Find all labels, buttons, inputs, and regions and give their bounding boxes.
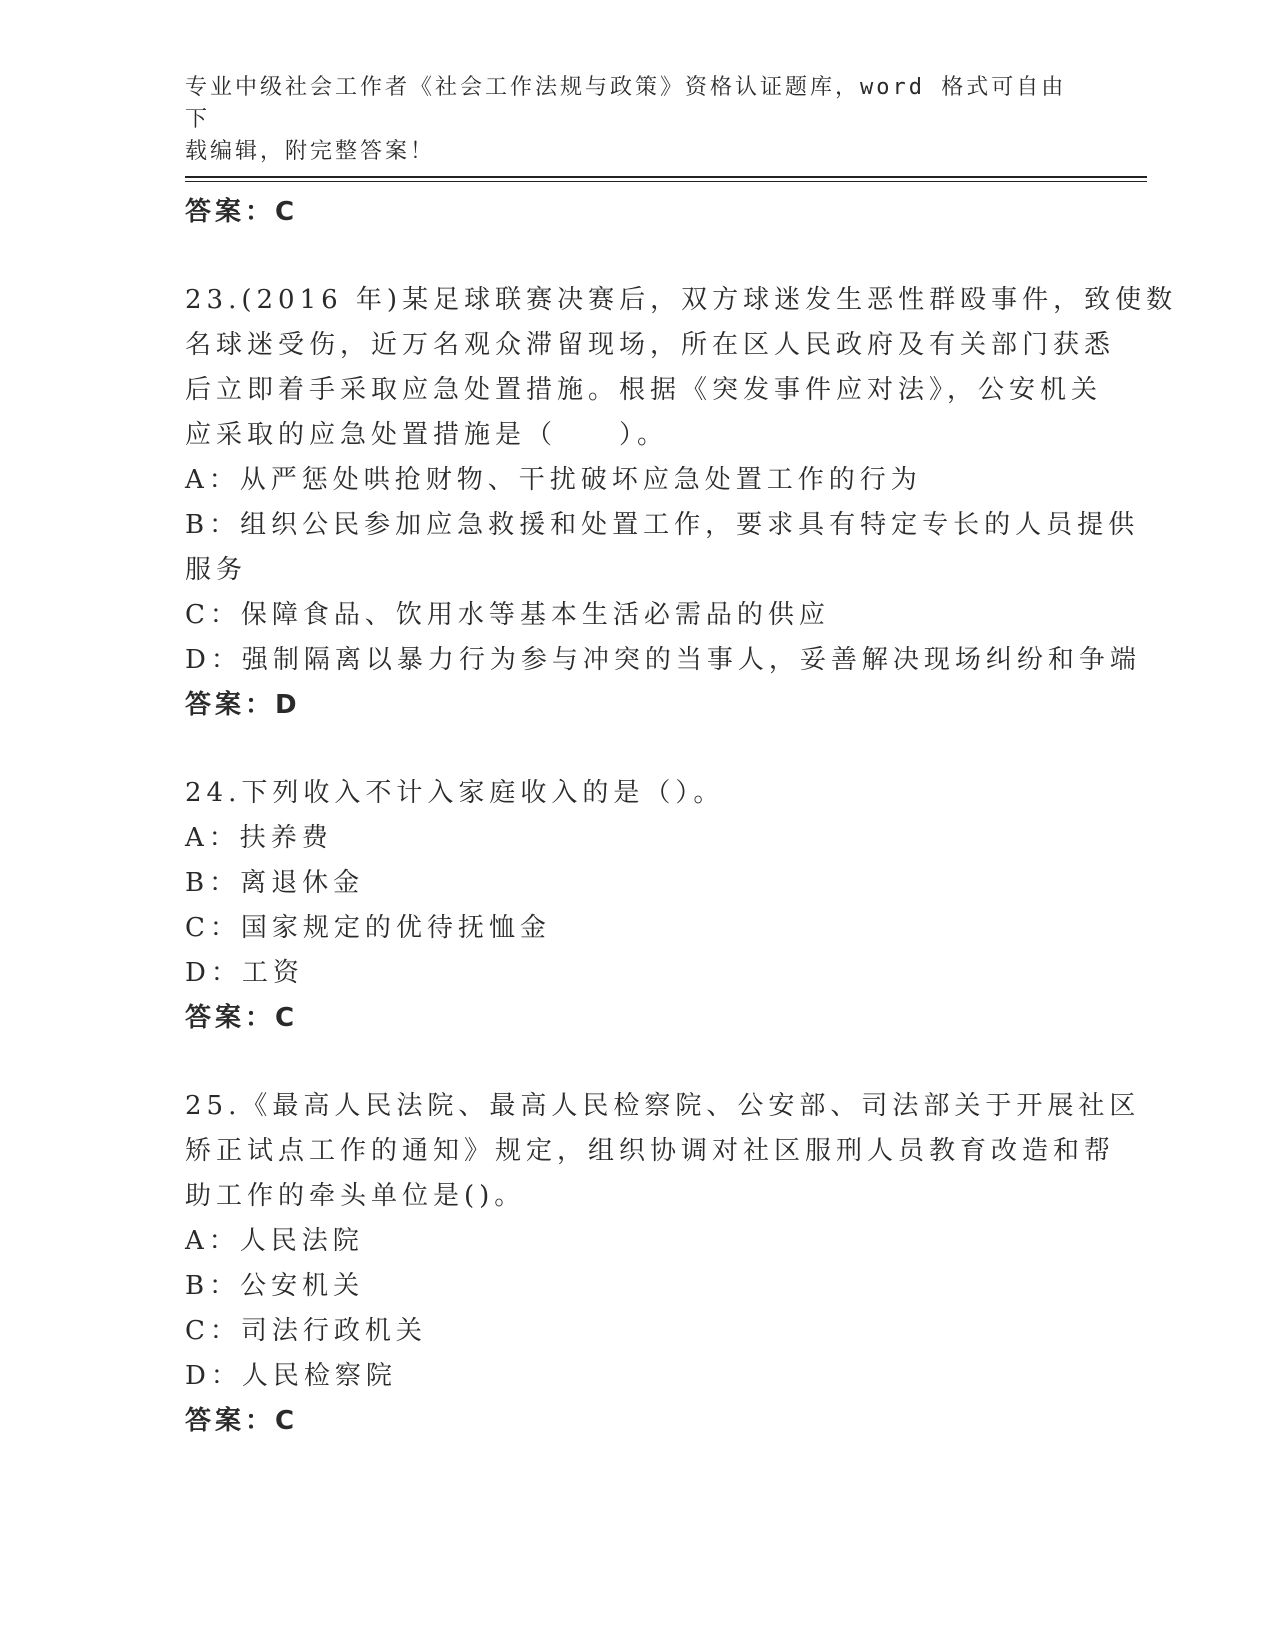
document-body xyxy=(185,190,1178,1444)
spacer xyxy=(185,1041,1085,1084)
header-line-1: 专业中级社会工作者《社会工作法规与政策》资格认证题库，word 格式可自由下 xyxy=(185,75,1067,132)
question-24 xyxy=(185,771,1085,1041)
question-stem-line: 名球迷受伤，近万名观众滞留现场，所在区人民政府及有关部门获悉 xyxy=(185,330,1116,360)
spacer xyxy=(185,728,1085,771)
question-stem-line: 24.下列收入不计入家庭收入的是（）。 xyxy=(185,778,725,808)
question-stem-line: 25.《最高人民法院、最高人民检察院、公安部、司法部关于开展社区 xyxy=(185,1091,1141,1121)
question-stem-line: 23.(2016 年)某足球联赛决赛后，双方球迷发生恶性群殴事件，致使数 xyxy=(185,285,1178,315)
option-b-continued: 服务 xyxy=(185,555,248,585)
option-d: D：工资 xyxy=(185,958,304,988)
option-d: D：强制隔离以暴力行为参与冲突的当事人，妥善解决现场纠纷和争端 xyxy=(185,645,1141,675)
question-stem-line: 矫正试点工作的通知》规定，组织协调对社区服刑人员教育改造和帮 xyxy=(185,1136,1116,1166)
answer: 答案：D xyxy=(185,690,301,720)
question-stem-line: 后立即着手采取应急处置措施。根据《突发事件应对法》，公安机关 xyxy=(185,375,1103,405)
spacer xyxy=(185,235,1085,278)
document-header xyxy=(185,72,1085,168)
option-a: A：从严惩处哄抢财物、干扰破坏应急处置工作的行为 xyxy=(185,465,922,495)
option-c: C：国家规定的优待抚恤金 xyxy=(185,913,551,943)
option-d: D：人民检察院 xyxy=(185,1361,397,1391)
question-stem-line: 助工作的牵头单位是()。 xyxy=(185,1181,526,1211)
question-23 xyxy=(185,278,1178,728)
option-b: B：公安机关 xyxy=(185,1271,365,1301)
option-b: B：组织公民参加应急救援和处置工作，要求具有特定专长的人员提供 xyxy=(185,510,1140,540)
answer: 答案：C xyxy=(185,1406,299,1436)
option-b: B：离退休金 xyxy=(185,868,365,898)
option-a: A：人民法院 xyxy=(185,1226,364,1256)
option-c: C：司法行政机关 xyxy=(185,1316,427,1346)
header-divider-thick xyxy=(185,176,1147,178)
option-a: A：扶养费 xyxy=(185,823,333,853)
previous-answer: 答案：C xyxy=(185,197,299,227)
question-25 xyxy=(185,1084,1141,1444)
header-line-2: 载编辑，附完整答案！ xyxy=(185,139,436,164)
header-divider-thin xyxy=(185,181,1147,182)
answer: 答案：C xyxy=(185,1003,299,1033)
question-stem-line: 应采取的应急处置措施是（ ）。 xyxy=(185,420,669,450)
option-c: C：保障食品、饮用水等基本生活必需品的供应 xyxy=(185,600,830,630)
